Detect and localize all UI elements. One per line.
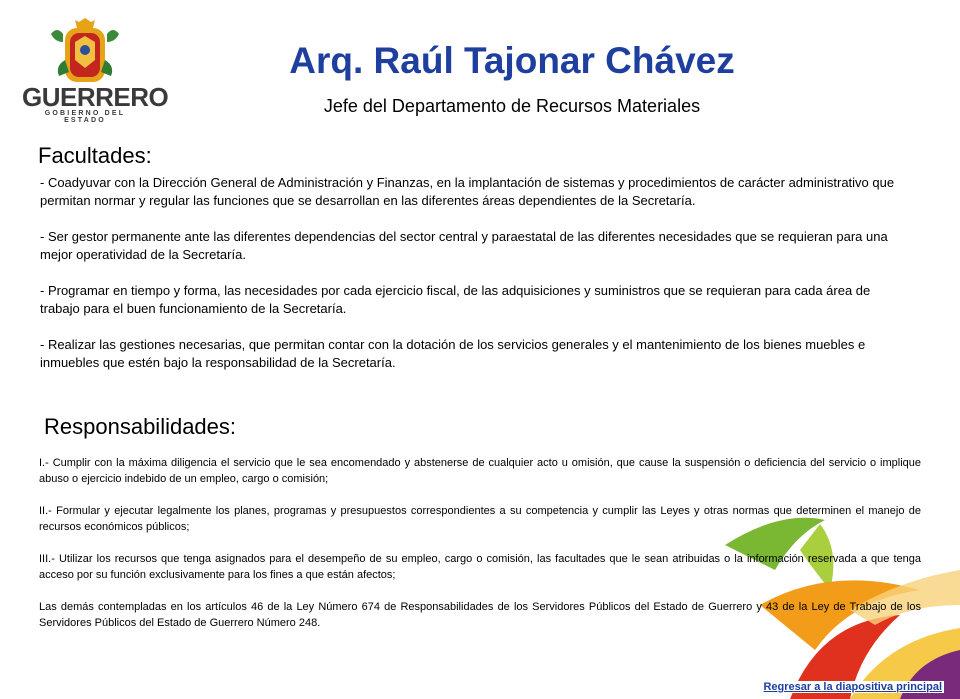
facultad-item: - Programar en tiempo y forma, las necesidades por cada ejercicio fiscal, de las adquisiciones y suministros que se requieran para cada área de trabajo para el buen funcionamiento de la Secretaría. bbox=[40, 283, 871, 316]
responsabilidad-item: Las demás contempladas en los artículos 46 de la Ley Número 674 de Responsabilidades de los Servidores Públicos del Estado de Guerrero y 43 de la Ley de Trabajo de los Servidores Públicos del Estado de Guerrero Número 248. bbox=[39, 601, 921, 629]
facultades-list bbox=[40, 174, 910, 390]
facultad-item: - Coadyuvar con la Dirección General de Administración y Finanzas, en la implantación de sistemas y procedimientos de carácter administrativo que permitan normar y regular las funciones que se desarrollan en las diferentes áreas dependientes de la Secretaría. bbox=[40, 175, 895, 208]
facultad-item: - Realizar las gestiones necesarias, que permitan contar con la dotación de los servicios generales y el mantenimiento de los bienes muebles e inmuebles que estén bajo la responsabilidad de la Secretaría. bbox=[40, 337, 866, 370]
responsabilidad-item: I.- Cumplir con la máxima diligencia el servicio que le sea encomendado y abstenerse de cualquier acto u omisión, que cause la suspensión o deficiencia del servicio o implique abuso o ejercicio indebido de un empleo, cargo o comisión; bbox=[39, 457, 921, 485]
back-to-main-slide-link[interactable]: Regresar a la diapositiva principal bbox=[763, 681, 942, 693]
page-subtitle: Jefe del Departamento de Recursos Materiales bbox=[323, 96, 701, 116]
facultad-item: - Ser gestor permanente ante las diferentes dependencias del sector central y paraestatal de las diferentes necesidades que se requieran para una mejor operatividad de la Secretaría. bbox=[40, 229, 888, 262]
page-title: Arq. Raúl Tajonar Chávez bbox=[289, 40, 735, 81]
logo-subtitle: GOBIERNO DEL ESTADO bbox=[44, 110, 126, 124]
responsabilidades-heading: Responsabilidades: bbox=[44, 414, 237, 439]
responsabilidad-item: III.- Utilizar los recursos que tenga asignados para el desempeño de su empleo, cargo o comisión, las facultades que le sean atribuidas o la información reservada a que tenga acceso por su función exclusivamente para los fines a que están afectos; bbox=[39, 553, 921, 581]
facultades-heading: Facultades: bbox=[38, 143, 152, 168]
logo-wordmark: GUERRERO bbox=[22, 82, 169, 112]
responsabilidad-item: II.- Formular y ejecutar legalmente los planes, programas y presupuestos correspondientes a su competencia y cumplir las Leyes y otras normas que determinen el manejo de recursos económicos públicos; bbox=[39, 505, 921, 533]
responsabilidades-list bbox=[39, 455, 921, 647]
